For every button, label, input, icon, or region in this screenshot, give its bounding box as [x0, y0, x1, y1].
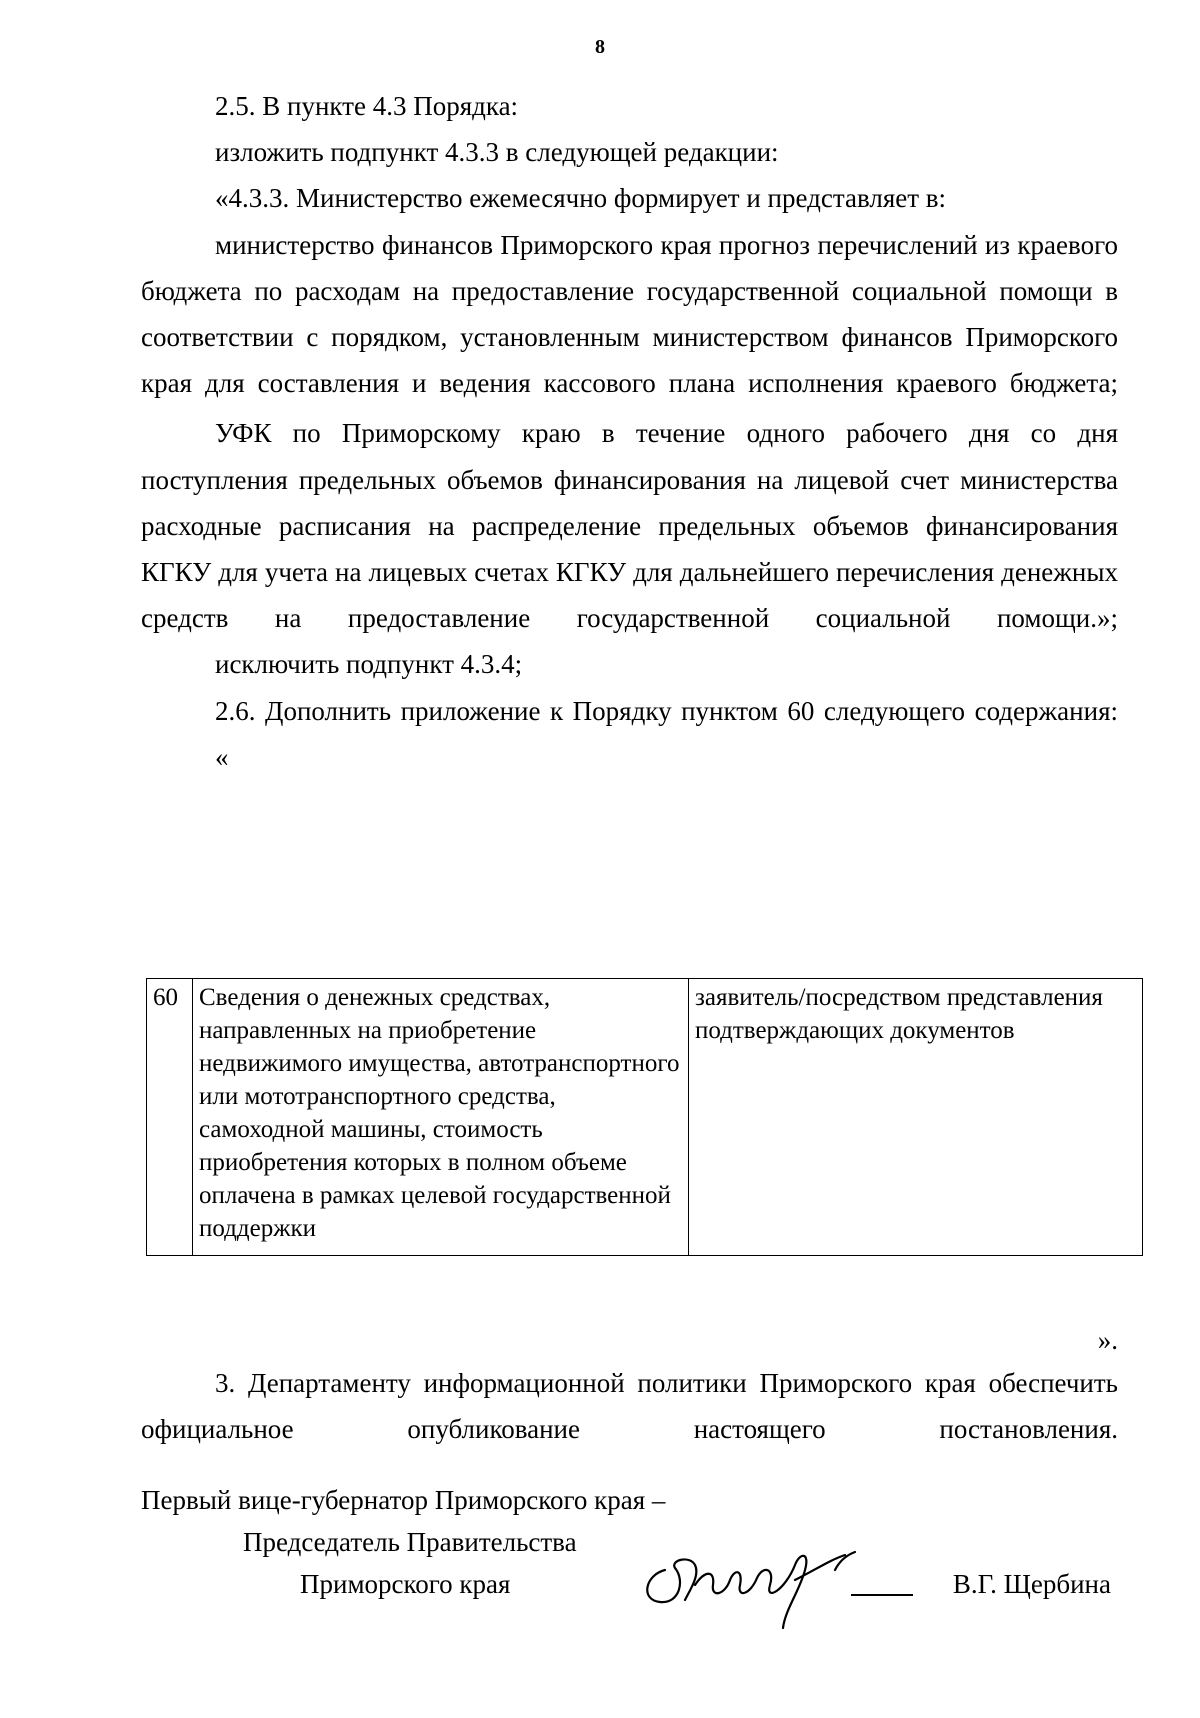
handwritten-signature	[635, 1530, 875, 1630]
quote-start-paragraph: «4.3.3. Министерство ежемесячно формирует и представляет в:	[215, 183, 947, 214]
page-number: 8	[595, 36, 605, 58]
ufk-paragraph: УФК по Приморскому краю в течение одного рабочего дня со дня поступления предельных объемов финансирования на лицевой счет министерства расходные расписания на распределение предельных объемов финансирования КГКУ для учета на лицевых счетах КГКУ для дальнейшего перечисления денежных средств на предоставление государственной социальной помощи.»;	[141, 418, 1118, 634]
minfin-paragraph: министерство финансов Приморского края прогноз перечислений из краевого бюджета по расходам на предоставление государственной социальной помощи в соответствии с порядком, установленным министерством финансов Приморского края для составления и ведения кассового плана исполнения краевого бюджета;	[141, 229, 1118, 399]
signatory-title-line3: Приморского края	[300, 1569, 511, 1599]
signatory-title-line2: Председатель Правительства	[243, 1527, 577, 1557]
row-description-cell: Сведения о денежных средствах, направленных на приобретение недвижимого имущества, автотранспортного или мототранспортного средства, самоходной машины, стоимость приобретения которых в полном объеме оплачена в рамках целевой государственной поддержки	[193, 979, 689, 1256]
signature-block	[141, 1479, 1118, 1605]
row-number-cell: 60	[147, 979, 193, 1256]
clause-2-5-heading: 2.5. В пункте 4.3 Порядка:	[215, 91, 519, 121]
appendix-table	[146, 978, 1143, 1256]
row-source-cell: заявитель/посредством представления подтверждающих документов	[689, 979, 1143, 1256]
signatory-name: В.Г. Щербина	[952, 1569, 1111, 1599]
clause-2-6-paragraph: 2.6. Дополнить приложение к Порядку пунктом 60 следующего содержания:	[215, 695, 1118, 726]
after-table-text	[141, 1320, 1118, 1452]
signatory-title-line1: Первый вице-губернатор Приморского края –	[141, 1485, 666, 1515]
main-text	[141, 83, 1118, 780]
clause-2-5-intro: изложить подпункт 4.3.3 в следующей редакции:	[215, 137, 779, 168]
clause-3-paragraph: 3. Департаменту информационной политики Приморского края обеспечить официальное опубликование настоящего постановления.	[141, 1368, 1118, 1445]
opening-quote-mark: «	[215, 741, 229, 772]
exclude-paragraph: исключить подпункт 4.3.4;	[215, 649, 523, 680]
closing-quote-mark: ».	[1097, 1325, 1118, 1355]
table-row	[147, 979, 1143, 1256]
